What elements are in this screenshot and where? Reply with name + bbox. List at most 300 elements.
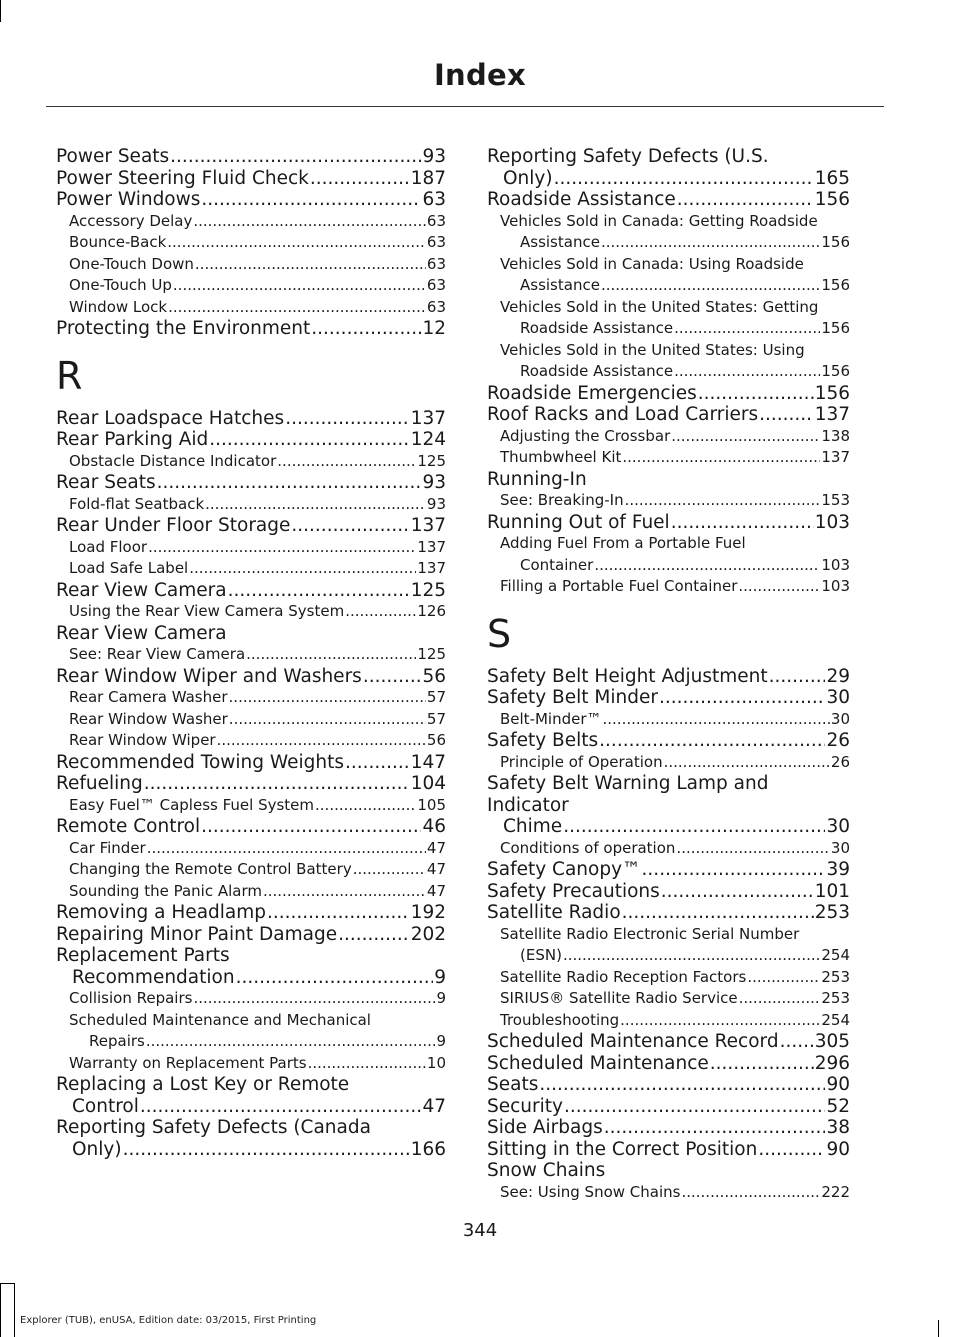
index-heading: Snow Chains	[487, 1160, 606, 1181]
entry-page-number: 165	[814, 167, 850, 189]
entry-page-number: 156	[821, 276, 850, 294]
dot-leader	[201, 189, 421, 211]
entry-label: Chime	[503, 816, 563, 837]
index-entry	[56, 730, 446, 752]
index-entry	[487, 1117, 850, 1139]
dot-leader	[603, 709, 830, 731]
index-entry	[56, 838, 446, 860]
entry-label-line1: Scheduled Maintenance and Mechanical	[69, 1010, 371, 1029]
index-entry	[487, 967, 850, 989]
dot-leader	[622, 447, 820, 469]
page-number: 344	[462, 1220, 498, 1241]
entry-page-number: 137	[410, 407, 446, 429]
index-entry-wrapped	[487, 211, 850, 254]
entry-page-number: 63	[426, 211, 446, 230]
entry-label: Refueling	[56, 773, 143, 794]
entry-label: Roadside Assistance	[520, 319, 674, 337]
dot-leader	[554, 168, 814, 190]
entry-page-number: 103	[821, 577, 850, 595]
index-entry	[56, 666, 446, 688]
entry-label: Power Windows	[56, 189, 201, 210]
index-entry	[487, 709, 850, 731]
entry-label-line1: Reporting Safety Defects (Canada	[56, 1117, 371, 1138]
dot-leader	[661, 881, 814, 903]
dot-leader	[291, 515, 409, 537]
dot-leader	[769, 666, 826, 688]
entry-page-number: 9	[434, 966, 446, 988]
entry-page-number: 104	[410, 773, 446, 794]
index-entry	[487, 1053, 850, 1075]
dot-leader	[173, 275, 426, 297]
dot-leader	[217, 730, 426, 752]
entry-label: Seats	[487, 1074, 539, 1095]
index-entry	[487, 988, 850, 1010]
entry-label: Rear Parking Aid	[56, 429, 209, 450]
dot-leader	[195, 254, 426, 276]
entry-label: Sitting in the Correct Position	[487, 1138, 758, 1160]
dot-leader	[236, 967, 434, 989]
entry-label: Warranty on Replacement Parts	[69, 1053, 307, 1072]
entry-label: Thumbwheel Kit	[500, 448, 622, 466]
entry-page-number: 153	[821, 491, 850, 509]
entry-label: Rear Seats	[56, 472, 156, 493]
entry-label: See: Rear View Camera	[69, 645, 246, 663]
dot-leader	[563, 945, 820, 967]
entry-page-number: 156	[821, 319, 850, 337]
index-entry	[487, 426, 850, 448]
entry-label: Window Lock	[69, 297, 168, 316]
index-entry	[487, 383, 850, 405]
entry-label: Belt-Minder™	[500, 709, 602, 728]
index-entry	[487, 1096, 850, 1118]
entry-label: Safety Belt Height Adjustment	[487, 665, 768, 687]
index-entry	[56, 687, 446, 709]
entry-page-number: 63	[426, 254, 446, 273]
index-entry	[56, 816, 446, 838]
index-entry	[56, 211, 446, 233]
dot-leader	[677, 189, 814, 211]
entry-page-number: 103	[821, 555, 850, 574]
index-entry	[56, 795, 446, 817]
dot-leader	[209, 429, 409, 451]
entry-page-number: 187	[410, 167, 446, 189]
entry-label: Protecting the Environment	[56, 318, 311, 339]
index-entry	[56, 429, 446, 451]
entry-label: Satellite Radio	[487, 902, 621, 923]
index-heading: Rear View Camera	[56, 622, 227, 644]
entry-label: Obstacle Distance Indicator	[69, 451, 277, 470]
entry-label: Security	[487, 1095, 563, 1117]
crop-mark	[0, 1283, 14, 1284]
entry-page-number: 103	[814, 511, 850, 533]
index-entry	[487, 1182, 850, 1204]
entry-label: Recommended Towing Weights	[56, 751, 344, 773]
entry-label-line1: Adding Fuel From a Portable Fuel	[500, 534, 746, 552]
entry-page-number: 305	[814, 1031, 850, 1052]
dot-leader	[144, 773, 410, 795]
dot-leader	[599, 730, 825, 752]
dot-leader	[345, 752, 410, 774]
entry-page-number: 125	[417, 645, 446, 663]
dot-leader	[620, 1010, 820, 1032]
index-entry-wrapped	[56, 945, 446, 988]
index-entry-wrapped	[487, 297, 850, 340]
index-entry	[56, 189, 446, 211]
index-column-left	[56, 146, 446, 1160]
dot-leader	[123, 1139, 410, 1161]
index-entry	[487, 1010, 850, 1032]
entry-page-number: 138	[821, 426, 850, 445]
dot-leader	[168, 297, 426, 319]
dot-leader	[147, 838, 426, 860]
entry-page-number: 125	[417, 451, 446, 470]
dot-leader	[601, 232, 820, 254]
entry-page-number: 156	[814, 382, 850, 404]
dot-leader	[622, 902, 814, 924]
dot-leader	[747, 967, 820, 989]
entry-label-line1: Replacement Parts	[56, 945, 230, 966]
entry-label: Rear Loadspace Hatches	[56, 407, 285, 429]
entry-page-number: 105	[417, 795, 446, 814]
entry-label: Rear Window Washer	[69, 709, 228, 728]
entry-page-number: 56	[426, 731, 446, 749]
entry-label-line1: Vehicles Sold in Canada: Using Roadside	[500, 254, 804, 273]
index-entry	[56, 988, 446, 1010]
index-entry	[56, 558, 446, 580]
index-entry	[56, 297, 446, 319]
index-entry	[56, 902, 446, 924]
entry-page-number: 253	[821, 967, 850, 986]
index-entry-wrapped	[56, 1074, 446, 1117]
entry-label: See: Breaking-In	[500, 491, 624, 509]
index-entry	[56, 146, 446, 168]
entry-label: Collision Repairs	[69, 989, 193, 1007]
dot-leader	[738, 576, 820, 598]
dot-leader	[267, 902, 410, 924]
index-entry-wrapped	[487, 340, 850, 383]
index-entry	[56, 859, 446, 881]
index-entry	[487, 666, 850, 688]
entry-page-number: 124	[410, 429, 446, 450]
dot-leader	[671, 512, 814, 534]
index-entry	[56, 232, 446, 254]
dot-leader	[311, 318, 421, 340]
dot-leader	[148, 537, 416, 559]
index-entry	[487, 752, 850, 774]
entry-page-number: 166	[410, 1138, 446, 1160]
index-entry	[56, 408, 446, 430]
entry-label: Roadside Assistance	[487, 189, 676, 210]
dot-leader	[310, 168, 410, 190]
entry-page-number: 125	[410, 579, 446, 601]
entry-page-number: 156	[814, 189, 850, 210]
entry-label: Assistance	[520, 276, 600, 294]
entry-label: Side Airbags	[487, 1117, 603, 1138]
entry-continuation	[69, 1031, 446, 1053]
entry-continuation	[500, 945, 850, 967]
dot-leader	[193, 988, 435, 1010]
dot-leader	[710, 1053, 814, 1075]
entry-label: Recommendation	[72, 966, 235, 988]
entry-label-line1: Reporting Safety Defects (U.S.	[487, 146, 769, 167]
index-entry	[487, 1074, 850, 1096]
dot-leader	[681, 1182, 820, 1204]
index-entry	[56, 709, 446, 731]
crop-mark	[14, 1283, 15, 1337]
entry-label: Troubleshooting	[500, 1010, 620, 1029]
entry-label: Repairs	[89, 1032, 145, 1050]
index-entry	[56, 515, 446, 537]
entry-label: Scheduled Maintenance	[487, 1052, 709, 1074]
dot-leader	[601, 275, 820, 297]
dot-leader	[671, 426, 820, 448]
index-entry	[487, 1031, 850, 1053]
entry-label: Car Finder	[69, 838, 146, 857]
entry-page-number: 63	[426, 233, 446, 251]
dot-leader	[246, 644, 416, 666]
entry-page-number: 10	[426, 1053, 446, 1072]
index-entry	[56, 254, 446, 276]
entry-label: Filling a Portable Fuel Container	[500, 577, 738, 595]
dot-leader	[674, 318, 820, 340]
entry-page-number: 47	[422, 1095, 446, 1117]
index-entry	[487, 447, 850, 469]
entry-label: SIRIUS® Satellite Radio Service	[500, 989, 738, 1007]
entry-page-number: 93	[422, 146, 446, 167]
dot-leader	[563, 816, 825, 838]
dot-leader	[308, 1053, 426, 1075]
entry-label: Assistance	[520, 233, 600, 251]
entry-page-number: 29	[826, 665, 850, 687]
crop-mark	[0, 1283, 1, 1337]
entry-page-number: 253	[814, 902, 850, 923]
entry-page-number: 9	[436, 1032, 446, 1050]
entry-page-number: 12	[422, 318, 446, 339]
index-entry	[487, 512, 850, 534]
entry-page-number: 296	[814, 1052, 850, 1074]
page-title: Index	[433, 58, 527, 92]
dot-leader	[564, 1096, 825, 1118]
dot-leader	[674, 361, 820, 383]
entry-label: Roadside Emergencies	[487, 382, 697, 404]
entry-label-line1: Vehicles Sold in Canada: Getting Roadside	[500, 211, 818, 230]
section-letter: R	[56, 353, 83, 398]
entry-label: Only)	[72, 1138, 122, 1160]
entry-page-number: 202	[410, 923, 446, 945]
dot-leader	[698, 383, 814, 405]
entry-label: Easy Fuel™ Capless Fuel System	[69, 795, 315, 814]
index-entry-wrapped	[56, 1117, 446, 1160]
entry-continuation	[500, 361, 850, 383]
dot-leader	[263, 881, 426, 903]
entry-label-line1: Safety Belt Warning Lamp and Indicator	[487, 773, 769, 816]
entry-label: Removing a Headlamp	[56, 902, 267, 923]
entry-label: Safety Belt Minder	[487, 687, 658, 708]
index-entry	[56, 494, 446, 516]
entry-label: Container	[520, 555, 594, 574]
entry-continuation	[56, 1096, 446, 1118]
dot-leader	[201, 816, 421, 838]
index-entry	[56, 881, 446, 903]
entry-page-number: 137	[417, 537, 446, 556]
entry-page-number: 57	[426, 709, 446, 728]
entry-label-line1: Vehicles Sold in the United States: Getting	[500, 297, 819, 316]
entry-page-number: 147	[410, 751, 446, 773]
index-entry-wrapped	[487, 146, 850, 189]
entry-label: Principle of Operation	[500, 752, 663, 771]
index-entry	[487, 1139, 850, 1161]
entry-page-number: 30	[830, 838, 850, 857]
index-entry	[487, 189, 850, 211]
entry-label: Scheduled Maintenance Record	[487, 1031, 779, 1052]
entry-page-number: 254	[821, 946, 850, 964]
entry-page-number: 156	[821, 233, 850, 251]
entry-continuation	[487, 168, 850, 190]
index-column-right	[487, 146, 850, 1203]
entry-page-number: 137	[417, 559, 446, 577]
dot-leader	[140, 1096, 422, 1118]
dot-leader	[664, 752, 830, 774]
index-entry	[56, 537, 446, 559]
entry-continuation	[500, 232, 850, 254]
entry-page-number: 47	[426, 838, 446, 857]
entry-continuation	[500, 555, 850, 577]
dot-leader	[758, 1139, 825, 1161]
dot-leader	[157, 472, 422, 494]
entry-page-number: 156	[821, 362, 850, 380]
index-entry	[56, 580, 446, 602]
entry-page-number: 137	[410, 515, 446, 536]
entry-page-number: 137	[821, 448, 850, 466]
entry-label: Satellite Radio Reception Factors	[500, 967, 747, 986]
index-entry	[56, 318, 446, 340]
index-entry	[487, 902, 850, 924]
entry-label: Roof Racks and Load Carriers	[487, 404, 759, 425]
index-entry	[56, 752, 446, 774]
entry-page-number: 192	[410, 902, 446, 923]
entry-label: Running Out of Fuel	[487, 511, 670, 533]
entry-page-number: 90	[826, 1074, 850, 1095]
entry-page-number: 63	[426, 276, 446, 294]
entry-page-number: 90	[826, 1138, 850, 1160]
index-heading: Running-In	[487, 468, 587, 490]
entry-label: Conditions of operation	[500, 838, 676, 857]
index-entry	[56, 451, 446, 473]
entry-label: Remote Control	[56, 816, 201, 837]
crop-mark	[0, 0, 1, 22]
crop-mark	[938, 1320, 939, 1337]
entry-continuation	[56, 1139, 446, 1161]
dot-leader	[229, 709, 426, 731]
dot-leader	[170, 146, 421, 168]
entry-page-number: 30	[830, 709, 850, 728]
entry-label: Power Seats	[56, 146, 170, 167]
index-entry	[56, 472, 446, 494]
dot-leader	[205, 494, 426, 516]
title-divider	[46, 106, 884, 107]
dot-leader	[539, 1074, 825, 1096]
index-entry	[56, 275, 446, 297]
index-entry	[487, 881, 850, 903]
entry-page-number: 101	[814, 880, 850, 902]
index-entry	[487, 490, 850, 512]
entry-label-line1: Replacing a Lost Key or Remote	[56, 1074, 350, 1095]
entry-page-number: 26	[830, 752, 850, 771]
entry-page-number: 38	[826, 1117, 850, 1138]
entry-label: Roadside Assistance	[520, 362, 674, 380]
entry-label: Rear View Camera	[56, 579, 227, 601]
dot-leader	[167, 232, 426, 254]
index-entry	[56, 924, 446, 946]
entry-label: Load Safe Label	[69, 559, 189, 577]
dot-leader	[228, 580, 410, 602]
entry-label-line1: Satellite Radio Electronic Serial Number	[500, 924, 800, 943]
entry-continuation	[487, 816, 850, 838]
index-entry	[56, 644, 446, 666]
entry-continuation	[500, 318, 850, 340]
entry-page-number: 52	[826, 1095, 850, 1117]
dot-leader	[353, 859, 426, 881]
entry-label: Sounding the Panic Alarm	[69, 881, 262, 900]
entry-page-number: 30	[826, 816, 850, 837]
entry-label: Safety Canopy™	[487, 859, 641, 880]
entry-page-number: 253	[821, 989, 850, 1007]
entry-page-number: 254	[821, 1010, 850, 1029]
entry-page-number: 56	[422, 665, 446, 687]
dot-leader	[594, 555, 820, 577]
index-entry-wrapped	[487, 924, 850, 967]
index-entry-wrapped	[487, 533, 850, 576]
entry-page-number: 137	[814, 404, 850, 425]
entry-label: Adjusting the Crossbar	[500, 426, 671, 445]
dot-leader	[146, 1031, 436, 1053]
dot-leader	[604, 1117, 826, 1139]
entry-page-number: 46	[422, 816, 446, 837]
entry-page-number: 30	[826, 687, 850, 708]
entry-label: Load Floor	[69, 537, 148, 556]
entry-page-number: 26	[826, 730, 850, 751]
dot-leader	[315, 795, 416, 817]
index-entry-wrapped	[487, 773, 850, 838]
index-entry	[487, 838, 850, 860]
dot-leader	[285, 408, 410, 430]
index-entry	[487, 730, 850, 752]
index-entry	[487, 404, 850, 426]
entry-page-number: 222	[821, 1182, 850, 1201]
dot-leader	[642, 859, 826, 881]
entry-label: Safety Belts	[487, 730, 599, 751]
dot-leader	[676, 838, 829, 860]
index-entry	[487, 576, 850, 598]
entry-page-number: 93	[426, 494, 446, 513]
entry-label: Power Steering Fluid Check	[56, 167, 309, 189]
dot-leader	[625, 490, 821, 512]
entry-label: See: Using Snow Chains	[500, 1182, 681, 1201]
entry-label: Only)	[503, 167, 553, 189]
index-entry	[487, 687, 850, 709]
entry-page-number: 47	[426, 860, 446, 878]
entry-continuation	[56, 967, 446, 989]
entry-label: (ESN)	[520, 946, 562, 964]
entry-label: Fold-flat Seatback	[69, 494, 205, 513]
section-letter: S	[487, 611, 512, 656]
entry-page-number: 39	[826, 859, 850, 880]
index-entry	[56, 168, 446, 190]
dot-leader	[229, 687, 426, 709]
entry-label: Changing the Remote Control Battery	[69, 860, 352, 878]
dot-leader	[193, 211, 426, 233]
index-entry	[56, 773, 446, 795]
